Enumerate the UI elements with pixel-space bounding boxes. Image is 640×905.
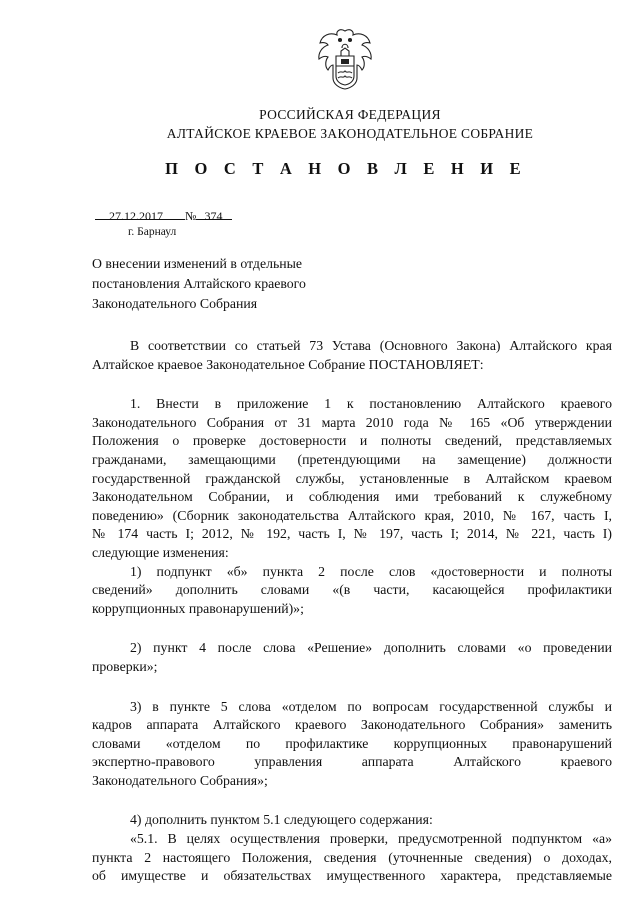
- text-line: словами «отделом по профилактике коррупционных правонарушений: [92, 735, 612, 751]
- header-country: РОССИЙСКАЯ ФЕДЕРАЦИЯ: [259, 107, 441, 122]
- text-line: Законодательного Собрания от 31 марта 2010 года № 165 «Об утверждении: [92, 414, 612, 430]
- text-line: «5.1. В целях осуществления проверки, предусмотренной подпунктом «а»: [130, 831, 612, 847]
- text-line: об имуществе и обязательствах имущественного характера, представляемые: [92, 868, 612, 884]
- text-line: кадров аппарата Алтайского краевого Законодательного Собрания» заменить: [92, 717, 612, 733]
- text-line: пункта 2 настоящего Положения, сведения (уточненные сведения) о доходах,: [92, 849, 612, 865]
- text-line: 1) подпункт «б» пункта 2 после слов «достоверности и полноты: [130, 563, 612, 579]
- text-line: сведений» дополнить словами «(в части, касающейся профилактики: [92, 582, 612, 598]
- subclause-2-paragraph: [92, 639, 612, 676]
- text-line: государственной гражданской службы, установленные в Алтайском краевом: [92, 470, 612, 486]
- coat-of-arms-emblem: [314, 26, 376, 92]
- document-body: [92, 337, 612, 886]
- subject-line: постановления Алтайского краевого: [92, 276, 306, 291]
- document-subject: [92, 254, 306, 314]
- preamble-paragraph: [92, 337, 612, 374]
- text-line: Алтайское краевое Законодательное Собрание ПОСТАНОВЛЯЕТ:: [92, 356, 484, 372]
- text-line: коррупционных правонарушений)»;: [92, 600, 304, 616]
- text-line: Законодательного Собрания»;: [92, 772, 268, 788]
- text-line: гражданами, замещающими (претендующими на замещение) должности: [92, 451, 612, 467]
- text-line: 4) дополнить пунктом 5.1 следующего содержания:: [130, 812, 433, 828]
- registration-date: 27.12.2017: [109, 209, 163, 223]
- text-line: 2) пункт 4 после слова «Решение» дополнить словами «о проведении: [130, 640, 612, 656]
- text-line: 1. Внести в приложение 1 к постановлению Алтайского краевого: [130, 396, 612, 412]
- registration-city: г. Барнаул: [128, 226, 177, 238]
- text-line: поведению» (Сборник законодательства Алтайского края, 2010, № 167, часть I,: [92, 507, 612, 523]
- clause-1-paragraph: [92, 395, 612, 562]
- text-line: проверки»;: [92, 658, 158, 674]
- subject-line: Законодательного Собрания: [92, 296, 258, 311]
- text-line: В соответствии со статьей 73 Устава (Основного Закона) Алтайского края: [130, 338, 612, 353]
- text-line: экспертно-правового управления аппарата Алтайского краевого: [92, 754, 612, 770]
- text-line: Положения о проверке достоверности и полноты сведений, представляемых: [92, 433, 612, 449]
- subclause-1-paragraph: [92, 563, 612, 619]
- document-type-title: П О С Т А Н О В Л Е Н И Е: [165, 159, 527, 178]
- number-label: №: [185, 209, 197, 223]
- text-line: следующие изменения:: [92, 544, 229, 560]
- header-legislative-body: АЛТАЙСКОЕ КРАЕВОЕ ЗАКОНОДАТЕЛЬНОЕ СОБРАНИЕ: [166, 126, 534, 141]
- subclause-4-paragraph: [92, 811, 612, 885]
- subclause-3-paragraph: [92, 698, 612, 791]
- registration-line: [95, 209, 232, 224]
- text-line: Законодательном Собрании, и соблюдения ими требований к служебному: [92, 489, 612, 505]
- text-line: № 174 часть I; 2012, № 192, часть I, № 197, часть I; 2014, № 221, часть I): [92, 526, 612, 542]
- registration-number: 374: [204, 209, 223, 223]
- text-line: 3) в пункте 5 слова «отделом по вопросам государственной службы и: [130, 698, 612, 714]
- subject-line: О внесении изменений в отдельные: [92, 256, 303, 271]
